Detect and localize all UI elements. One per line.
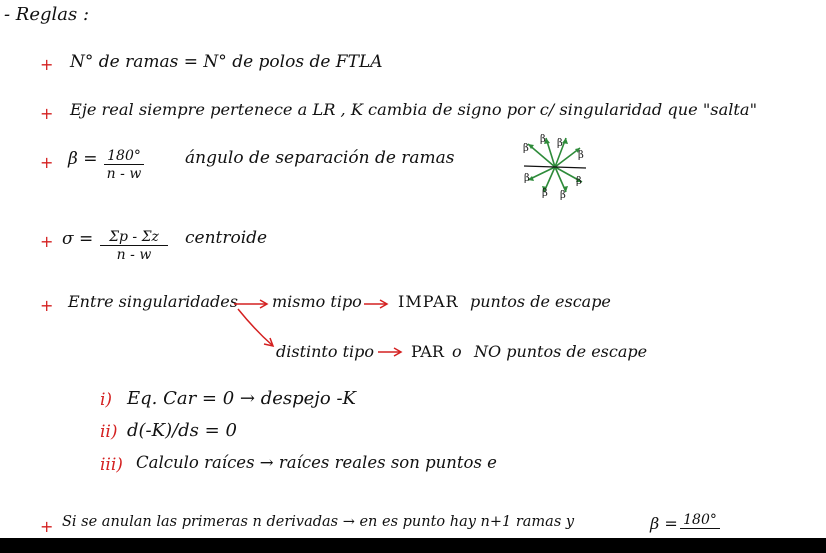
sigma-label: σ = (62, 229, 94, 249)
diagram-beta-label: β (557, 138, 563, 149)
diagram-beta-label: β (524, 173, 530, 184)
centroid-text: centroide (185, 228, 268, 248)
rule-bullet: + (40, 55, 54, 74)
diagram-beta-label: β (576, 176, 582, 187)
rule-bullet: + (40, 153, 54, 172)
step-derivative: d(-K)/ds = 0 (127, 420, 237, 441)
diagram-beta-label: β (560, 190, 566, 201)
rule-bullet: + (40, 517, 54, 536)
last-beta-label: β = (650, 514, 678, 533)
diagram-beta-label: β (542, 188, 548, 199)
beta-label: β = (68, 149, 98, 169)
last-beta-numerator: 180° (680, 512, 720, 529)
diagram-beta-label: β (578, 150, 584, 161)
escape-points-same: puntos de escape (470, 292, 611, 311)
section-title: - Reglas : (4, 4, 90, 25)
sigma-numerator: Σp - Σz (100, 229, 168, 246)
sigma-denominator: n - w (116, 247, 152, 263)
rule-branches: N° de ramas = N° de polos de FTLA (70, 52, 383, 72)
no-escape-points: NO puntos de escape (474, 342, 648, 361)
rule-real-axis: Eje real siempre pertenece a LR , K cambia de signo por c/ singularidad que "salta" (70, 100, 758, 119)
separation-angle-text: ángulo de separación de ramas (185, 148, 455, 168)
beta-numerator: 180° (104, 148, 144, 165)
even-result: PAR (411, 342, 444, 361)
beta-fraction (104, 148, 144, 182)
bottom-black-bar (0, 538, 826, 553)
step-roots: Calculo raíces → raíces reales son puntos e (136, 453, 497, 472)
different-type-branch: distinto tipo (276, 342, 374, 361)
or-word: o (452, 342, 462, 361)
different-type-arrow (376, 345, 406, 359)
step-number: i) (100, 390, 113, 410)
step-number: iii) (100, 455, 123, 475)
step-characteristic-equation: Eq. Car = 0 → despejo -K (127, 388, 356, 409)
diagram-beta-label: β (523, 143, 529, 154)
diagram-beta-label: β (540, 134, 546, 145)
branch-separation-diagram (520, 132, 590, 202)
last-beta-fraction (680, 512, 720, 529)
step-number: ii) (100, 422, 118, 442)
rule-bullet: + (40, 232, 54, 251)
beta-denominator: n - w (106, 166, 142, 182)
rule-bullet: + (40, 296, 54, 315)
same-type-branch: mismo tipo (272, 292, 362, 311)
odd-result: IMPAR (398, 292, 459, 311)
rule-bullet: + (40, 104, 54, 123)
between-singularities-text: Entre singularidades (68, 292, 238, 311)
derivatives-rule-text: Si se anulan las primeras n derivadas → en es punto hay n+1 ramas y (62, 514, 575, 530)
sigma-fraction (100, 229, 168, 263)
